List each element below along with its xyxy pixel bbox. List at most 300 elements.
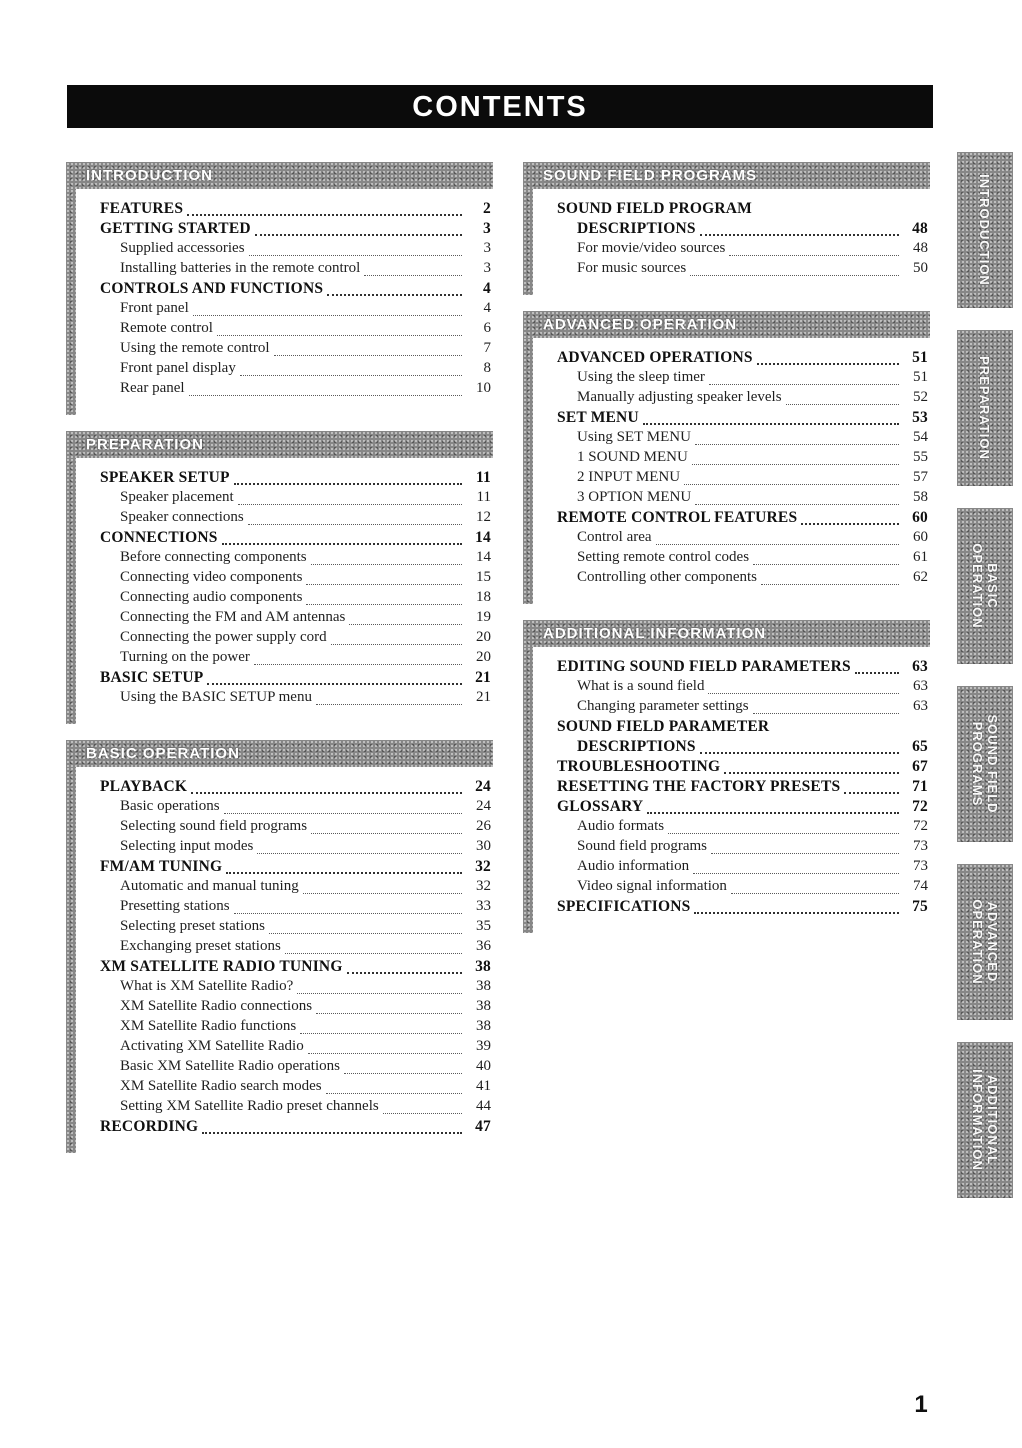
toc-entry [100, 260, 491, 280]
toc-page-number: 14 [476, 549, 491, 565]
dot-leader [647, 812, 899, 814]
toc-entry-label: Setting remote control codes [577, 549, 750, 565]
toc-column-right [523, 162, 930, 949]
toc-entry [557, 778, 928, 798]
dot-leader [364, 275, 462, 276]
section-edge-strip [523, 189, 533, 295]
side-tab-label-line: PROGRAMS [970, 721, 985, 807]
toc-page-number: 74 [913, 878, 928, 894]
toc-page-number: 63 [913, 678, 928, 694]
toc-page-number: 2 [483, 200, 491, 217]
toc-entry [100, 569, 491, 589]
dot-leader [238, 504, 462, 505]
dot-leader [207, 683, 462, 685]
toc-entry [100, 240, 491, 260]
toc-entry-label: CONNECTIONS [100, 529, 218, 546]
dot-leader [700, 234, 899, 236]
toc-entry [100, 300, 491, 320]
toc-page-number: 33 [476, 898, 491, 914]
toc-entry [100, 340, 491, 360]
section-entries [76, 458, 493, 724]
dot-leader [326, 1093, 462, 1094]
dot-leader [240, 375, 462, 376]
toc-page-number: 19 [476, 609, 491, 625]
toc-entry [100, 898, 491, 918]
dot-leader [709, 384, 899, 385]
toc-page-number: 4 [483, 300, 491, 316]
toc-page-number: 20 [476, 629, 491, 645]
toc-entry-label: XM Satellite Radio connections [120, 998, 313, 1014]
toc-page-number: 24 [476, 798, 491, 814]
dot-leader [786, 404, 899, 405]
toc-page-number: 50 [913, 260, 928, 276]
toc-entry [557, 489, 928, 509]
section-edge-strip [66, 458, 76, 724]
toc-page-number: 26 [476, 818, 491, 834]
toc-page-number: 15 [476, 569, 491, 585]
page-number: 1 [914, 1391, 928, 1418]
toc-entry-label: Selecting input modes [120, 838, 254, 854]
dot-leader [383, 1113, 462, 1114]
dot-leader [695, 504, 899, 505]
dot-leader [729, 255, 899, 256]
toc-entry-label: CONTROLS AND FUNCTIONS [100, 280, 324, 297]
dot-leader [285, 953, 462, 954]
toc-section-basic-operation [66, 740, 493, 1153]
toc-page-number: 6 [483, 320, 491, 336]
toc-page-number: 10 [476, 380, 491, 396]
toc-entry-label: SPEAKER SETUP [100, 469, 230, 486]
side-tab-label [957, 686, 1013, 842]
dot-leader [308, 1053, 462, 1054]
toc-page-number: 58 [913, 489, 928, 505]
toc-entry-label: Basic XM Satellite Radio operations [120, 1058, 340, 1074]
toc-entry [100, 1058, 491, 1078]
toc-entry-label: EDITING SOUND FIELD PARAMETERS [557, 658, 851, 675]
toc-entry [557, 838, 928, 858]
section-edge-strip [66, 767, 76, 1153]
toc-entry [557, 429, 928, 449]
toc-entry-label: 3 OPTION MENU [577, 489, 692, 505]
toc-entry [557, 758, 928, 778]
side-tab-label-line: OPERATION [970, 543, 985, 629]
toc-page-number: 14 [475, 529, 491, 546]
toc-entry-label: Automatic and manual tuning [120, 878, 299, 894]
side-tab-label-line: OPERATION [970, 899, 985, 985]
section-body-preparation [66, 458, 493, 724]
toc-entry [100, 978, 491, 998]
toc-entry [557, 569, 928, 589]
dot-leader [700, 752, 899, 754]
dot-leader [202, 1132, 462, 1134]
toc-page-number: 36 [476, 938, 491, 954]
section-entries [76, 767, 493, 1153]
toc-entry [557, 549, 928, 569]
dot-leader [217, 335, 462, 336]
toc-page-number: 67 [912, 758, 928, 775]
toc-entry-label: Using the remote control [120, 340, 270, 356]
toc-entry-label: Presetting stations [120, 898, 230, 914]
toc-entry-label: XM Satellite Radio functions [120, 1018, 297, 1034]
toc-page-number: 52 [913, 389, 928, 405]
dot-leader [761, 584, 899, 585]
dot-leader [257, 853, 462, 854]
toc-page-number: 61 [913, 549, 928, 565]
toc-entry-label: Connecting video components [120, 569, 303, 585]
toc-page-number: 75 [912, 898, 928, 915]
toc-entry-label: Turning on the power [120, 649, 250, 665]
toc-entry [100, 998, 491, 1018]
toc-page-number: 3 [483, 260, 491, 276]
toc-entry [557, 798, 928, 818]
toc-page-number: 32 [476, 878, 491, 894]
toc-page-number: 38 [476, 998, 491, 1014]
side-tab-label [957, 1042, 1013, 1198]
toc-entry-label: SPECIFICATIONS [557, 898, 691, 915]
toc-entry-label: DESCRIPTIONS [577, 738, 696, 755]
toc-entry-label: FM/AM TUNING [100, 858, 223, 875]
dot-leader [311, 564, 462, 565]
toc-entry-label: Selecting preset stations [120, 918, 265, 934]
toc-entry-label: Speaker connections [120, 509, 244, 525]
toc-entry-label: Audio formats [577, 818, 665, 834]
toc-page-number: 12 [476, 509, 491, 525]
toc-entry-label: For music sources [577, 260, 687, 276]
dot-leader [191, 792, 462, 794]
toc-entry [557, 220, 928, 240]
dot-leader [254, 664, 462, 665]
toc-entry [557, 698, 928, 718]
section-entries [533, 189, 930, 295]
toc-entry [100, 360, 491, 380]
side-tab-sound-field-programs [957, 686, 1013, 842]
toc-entry-label: Using the sleep timer [577, 369, 705, 385]
toc-page-number: 4 [483, 280, 491, 297]
toc-entry [100, 689, 491, 709]
toc-page-number: 51 [912, 349, 928, 366]
toc-page-number: 72 [913, 818, 928, 834]
toc-page-number: 72 [912, 798, 928, 815]
section-body-additional-information [523, 647, 930, 933]
side-tab-label-line: INTRODUCTION [977, 174, 993, 286]
toc-entry [557, 818, 928, 838]
dot-leader [316, 704, 462, 705]
toc-entry [100, 629, 491, 649]
toc-page-number: 48 [912, 220, 928, 237]
toc-entry [100, 918, 491, 938]
section-header-basic-operation: BASIC OPERATION [66, 740, 493, 767]
section-body-introduction [66, 189, 493, 415]
toc-entry [557, 658, 928, 678]
toc-entry-label: GETTING STARTED [100, 220, 251, 237]
toc-entry [100, 220, 491, 240]
toc-entry [100, 589, 491, 609]
dot-leader [255, 234, 462, 236]
dot-leader [344, 1073, 462, 1074]
toc-page-number: 3 [483, 220, 491, 237]
dot-leader [668, 833, 899, 834]
toc-entry [100, 778, 491, 798]
toc-entry [100, 798, 491, 818]
section-body-basic-operation [66, 767, 493, 1153]
toc-page-number: 8 [483, 360, 491, 376]
dot-leader [684, 484, 899, 485]
toc-entry [100, 649, 491, 669]
section-edge-strip [523, 338, 533, 604]
toc-entry [100, 609, 491, 629]
section-entries [76, 189, 493, 415]
toc-entry-label: Remote control [120, 320, 213, 336]
toc-page-number: 54 [913, 429, 928, 445]
dot-leader [303, 893, 462, 894]
toc-entry [557, 529, 928, 549]
dot-leader [234, 913, 462, 914]
dot-leader [711, 853, 899, 854]
toc-entry [100, 200, 491, 220]
toc-page-number: 41 [476, 1078, 491, 1094]
toc-page-number: 60 [912, 509, 928, 526]
toc-entry [100, 489, 491, 509]
toc-entry-label: PLAYBACK [100, 778, 188, 795]
toc-entry [557, 878, 928, 898]
toc-entry [100, 529, 491, 549]
toc-page-number: 38 [475, 958, 491, 975]
toc-entry-label: Basic operations [120, 798, 220, 814]
toc-page-number: 32 [475, 858, 491, 875]
toc-page-number: 62 [913, 569, 928, 585]
toc-entry-label: SET MENU [557, 409, 639, 426]
dot-leader [757, 363, 899, 365]
toc-entry-label: RESETTING THE FACTORY PRESETS [557, 778, 841, 795]
toc-page-number: 48 [913, 240, 928, 256]
toc-entry-label: Activating XM Satellite Radio [120, 1038, 304, 1054]
dot-leader [187, 214, 462, 216]
side-tab-label [957, 330, 1013, 486]
toc-entry [557, 449, 928, 469]
toc-entry-label: 1 SOUND MENU [577, 449, 688, 465]
side-tab-label [957, 152, 1013, 308]
toc-entry-label: Connecting the power supply cord [120, 629, 327, 645]
toc-entry-label: RECORDING [100, 1118, 199, 1135]
toc-entry [557, 858, 928, 878]
toc-entry-label: For movie/video sources [577, 240, 726, 256]
toc-entry-label: Changing parameter settings [577, 698, 749, 714]
dot-leader [249, 255, 462, 256]
toc-entry [100, 549, 491, 569]
toc-entry-label: Front panel [120, 300, 189, 316]
toc-entry [557, 240, 928, 260]
toc-entry-label: What is a sound field [577, 678, 705, 694]
toc-entry [100, 838, 491, 858]
toc-entry [557, 409, 928, 429]
dot-leader [693, 873, 899, 874]
toc-entry [557, 678, 928, 698]
toc-entry-label: Rear panel [120, 380, 185, 396]
side-tab-label-line: INFORMATION [970, 1069, 985, 1171]
dot-leader [708, 693, 899, 694]
section-header-advanced-operation: ADVANCED OPERATION [523, 311, 930, 338]
toc-entry [557, 389, 928, 409]
dot-leader [656, 544, 899, 545]
toc-entry [100, 469, 491, 489]
dot-leader [801, 523, 899, 525]
toc-page-number: 63 [912, 658, 928, 675]
side-tab-label [957, 864, 1013, 1020]
dot-leader [844, 792, 899, 794]
toc-entry [557, 738, 928, 758]
toc-page-number: 18 [476, 589, 491, 605]
toc-entry [557, 369, 928, 389]
toc-entry [557, 200, 928, 220]
section-header-introduction: INTRODUCTION [66, 162, 493, 189]
dot-leader [193, 315, 462, 316]
toc-page-number: 65 [912, 738, 928, 755]
toc-entry-label: XM Satellite Radio search modes [120, 1078, 322, 1094]
toc-page-number: 20 [476, 649, 491, 665]
dot-leader [248, 524, 462, 525]
toc-entry [100, 958, 491, 978]
toc-section-advanced-operation [523, 311, 930, 604]
toc-entry-label: XM SATELLITE RADIO TUNING [100, 958, 343, 975]
toc-page-number: 60 [913, 529, 928, 545]
dot-leader [724, 772, 899, 774]
section-edge-strip [523, 647, 533, 933]
toc-entry-label: Speaker placement [120, 489, 234, 505]
toc-page-number: 35 [476, 918, 491, 934]
toc-page-number: 53 [912, 409, 928, 426]
toc-entry-label: 2 INPUT MENU [577, 469, 681, 485]
side-tab-advanced-operation [957, 864, 1013, 1020]
toc-entry-label: ADVANCED OPERATIONS [557, 349, 753, 366]
toc-page-number: 57 [913, 469, 928, 485]
toc-entry [100, 878, 491, 898]
toc-page-number: 55 [913, 449, 928, 465]
toc-entry [557, 469, 928, 489]
section-edge-strip [66, 189, 76, 415]
toc-entry-label: Front panel display [120, 360, 236, 376]
toc-entry-label: GLOSSARY [557, 798, 644, 815]
toc-entry [100, 1118, 491, 1138]
toc-page-number: 30 [476, 838, 491, 854]
toc-entry [100, 1018, 491, 1038]
toc-entry-label: TROUBLESHOOTING [557, 758, 721, 775]
side-tab-label-line: BASIC [985, 563, 1000, 609]
toc-entry [557, 509, 928, 529]
toc-entry-label: Installing batteries in the remote control [120, 260, 361, 276]
dot-leader [269, 933, 462, 934]
toc-entry-label: Before connecting components [120, 549, 307, 565]
dot-leader [731, 893, 899, 894]
toc-page-number: 44 [476, 1098, 491, 1114]
section-entries [533, 647, 930, 933]
dot-leader [306, 584, 462, 585]
toc-entry-label: Using the BASIC SETUP menu [120, 689, 312, 705]
toc-entry-label: SOUND FIELD PARAMETER [557, 718, 770, 735]
side-tab-label-line: ADDITIONAL [985, 1074, 1000, 1166]
toc-page-number: 47 [475, 1118, 491, 1135]
toc-entry-label: Supplied accessories [120, 240, 245, 256]
toc-page-number: 38 [476, 1018, 491, 1034]
toc-entry [100, 509, 491, 529]
toc-page-number: 38 [476, 978, 491, 994]
toc-entry [557, 898, 928, 918]
toc-entry-label: Selecting sound field programs [120, 818, 308, 834]
side-tab-preparation [957, 330, 1013, 486]
dot-leader [224, 813, 462, 814]
toc-page-number: 21 [476, 689, 491, 705]
toc-entry-label: SOUND FIELD PROGRAM [557, 200, 752, 217]
toc-page-number: 73 [913, 838, 928, 854]
dot-leader [306, 604, 462, 605]
toc-entry [100, 858, 491, 878]
dot-leader [753, 713, 899, 714]
toc-entry [100, 380, 491, 400]
side-tab-additional-information [957, 1042, 1013, 1198]
toc-page-number: 63 [913, 698, 928, 714]
dot-leader [297, 993, 462, 994]
dot-leader [300, 1033, 462, 1034]
toc-page-number: 24 [475, 778, 491, 795]
toc-entry [100, 818, 491, 838]
dot-leader [274, 355, 462, 356]
dot-leader [226, 872, 462, 874]
toc-page-number: 39 [476, 1038, 491, 1054]
toc-page-number: 71 [912, 778, 928, 795]
toc-entry [100, 669, 491, 689]
toc-page-number: 21 [475, 669, 491, 686]
toc-page-number: 73 [913, 858, 928, 874]
toc-page-number: 11 [476, 489, 491, 505]
toc-entry [100, 320, 491, 340]
side-tab-label-line: SOUND FIELD [985, 714, 1000, 814]
dot-leader [695, 444, 899, 445]
toc-entry [557, 349, 928, 369]
toc-entry-label: Connecting audio components [120, 589, 303, 605]
toc-entry-label: Video signal information [577, 878, 727, 894]
toc-page-number: 51 [913, 369, 928, 385]
toc-entry-label: Sound field programs [577, 838, 707, 854]
dot-leader [331, 644, 462, 645]
dot-leader [189, 395, 462, 396]
page-title: CONTENTS [67, 85, 933, 128]
side-tab-basic-operation [957, 508, 1013, 664]
toc-entry-label: What is XM Satellite Radio? [120, 978, 294, 994]
side-tab-label-line: ADVANCED [985, 901, 1000, 983]
toc-section-additional-information [523, 620, 930, 933]
toc-entry [557, 260, 928, 280]
section-body-sound-field-programs [523, 189, 930, 295]
side-tab-label-line: PREPARATION [977, 356, 993, 460]
toc-section-introduction [66, 162, 493, 415]
dot-leader [234, 483, 462, 485]
toc-entry-label: Audio information [577, 858, 690, 874]
toc-entry [100, 280, 491, 300]
side-tab-introduction [957, 152, 1013, 308]
toc-entry [100, 1098, 491, 1118]
dot-leader [692, 464, 899, 465]
dot-leader [690, 275, 899, 276]
dot-leader [316, 1013, 462, 1014]
toc-section-preparation [66, 431, 493, 724]
section-header-sound-field-programs: SOUND FIELD PROGRAMS [523, 162, 930, 189]
toc-entry-label: DESCRIPTIONS [577, 220, 696, 237]
section-header-additional-information: ADDITIONAL INFORMATION [523, 620, 930, 647]
toc-column-left [66, 162, 493, 1169]
toc-entry-label: FEATURES [100, 200, 184, 217]
toc-entry [557, 718, 928, 738]
toc-entry-label: REMOTE CONTROL FEATURES [557, 509, 798, 526]
toc-entry [100, 938, 491, 958]
